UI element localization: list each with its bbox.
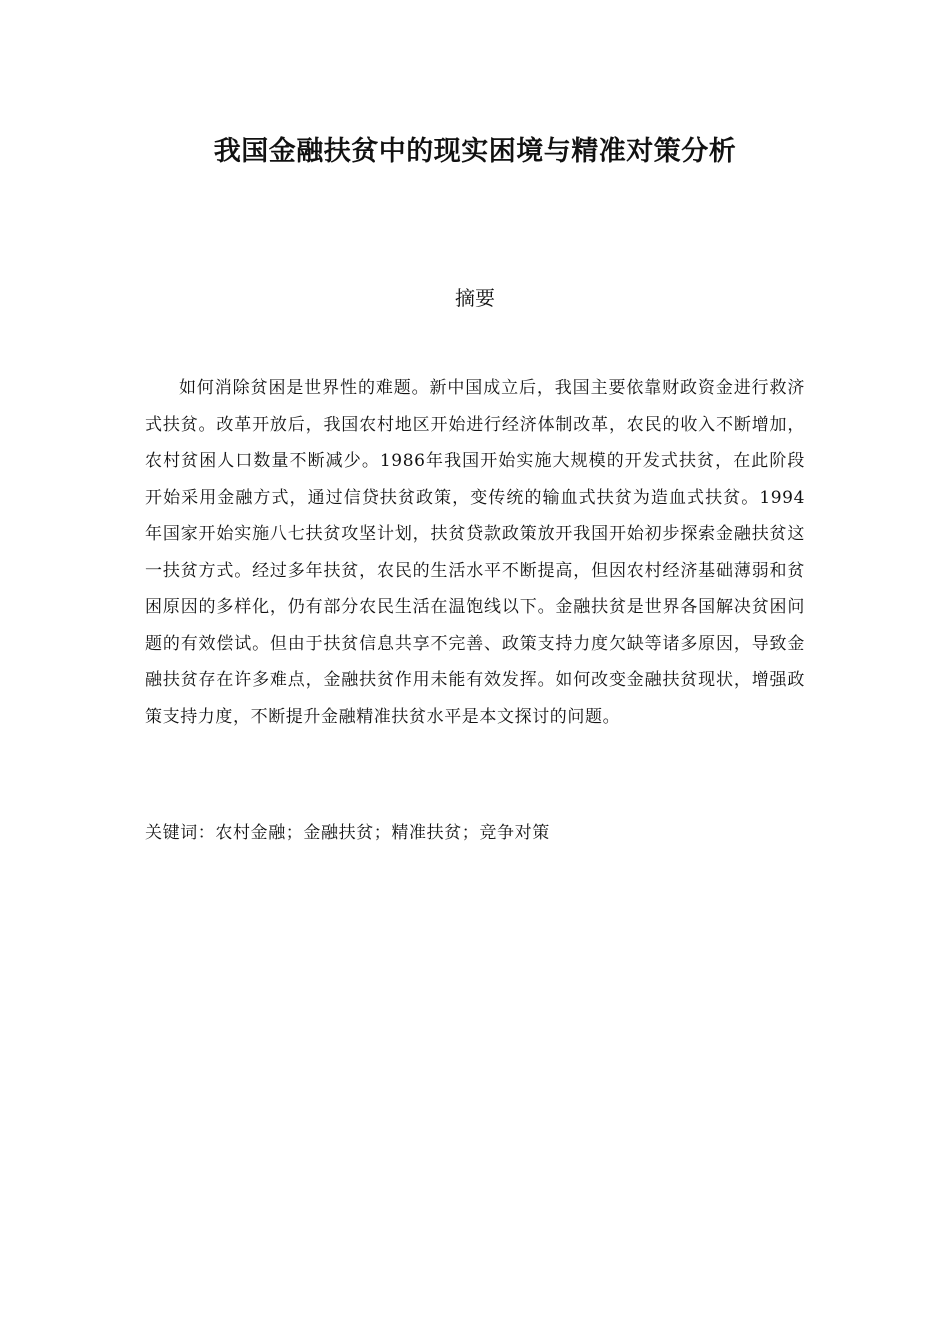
document-title: 我国金融扶贫中的现实困境与精准对策分析	[213, 136, 737, 167]
keywords-line: 关键词：农村金融；金融扶贫；精准扶贫；竞争对策	[145, 823, 550, 843]
abstract-heading: 摘要	[455, 286, 495, 310]
abstract-body: 如何消除贫困是世界性的难题。新中国成立后，我国主要依靠财政资金进行救济式扶贫。改革开放后，我国农村地区开始进行经济体制改革，农民的收入不断增加，农村贫困人口数量不断减少。1986年我国开始实施大规模的开发式扶贫，在此阶段开始采用金融方式，通过信贷扶贫政策，变传统的输血式扶贫为造血式扶贫。1994年国家开始实施八七扶贫攻坚计划，扶贫贷款政策放开我国开始初步探索金融扶贫这一扶贫方式。经过多年扶贫，农民的生活水平不断提高，但因农村经济基础薄弱和贫困原因的多样化，仍有部分农民生活在温饱线以下。金融扶贫是世界各国解决贫困问题的有效偿试。但由于扶贫信息共享不完善、政策支持力度欠缺等诸多原因，导致金融扶贫存在许多难点，金融扶贫作用未能有效发挥。如何改变金融扶贫现状，增强政策支持力度，不断提升金融精准扶贫水平是本文探讨的问题。	[145, 378, 805, 727]
